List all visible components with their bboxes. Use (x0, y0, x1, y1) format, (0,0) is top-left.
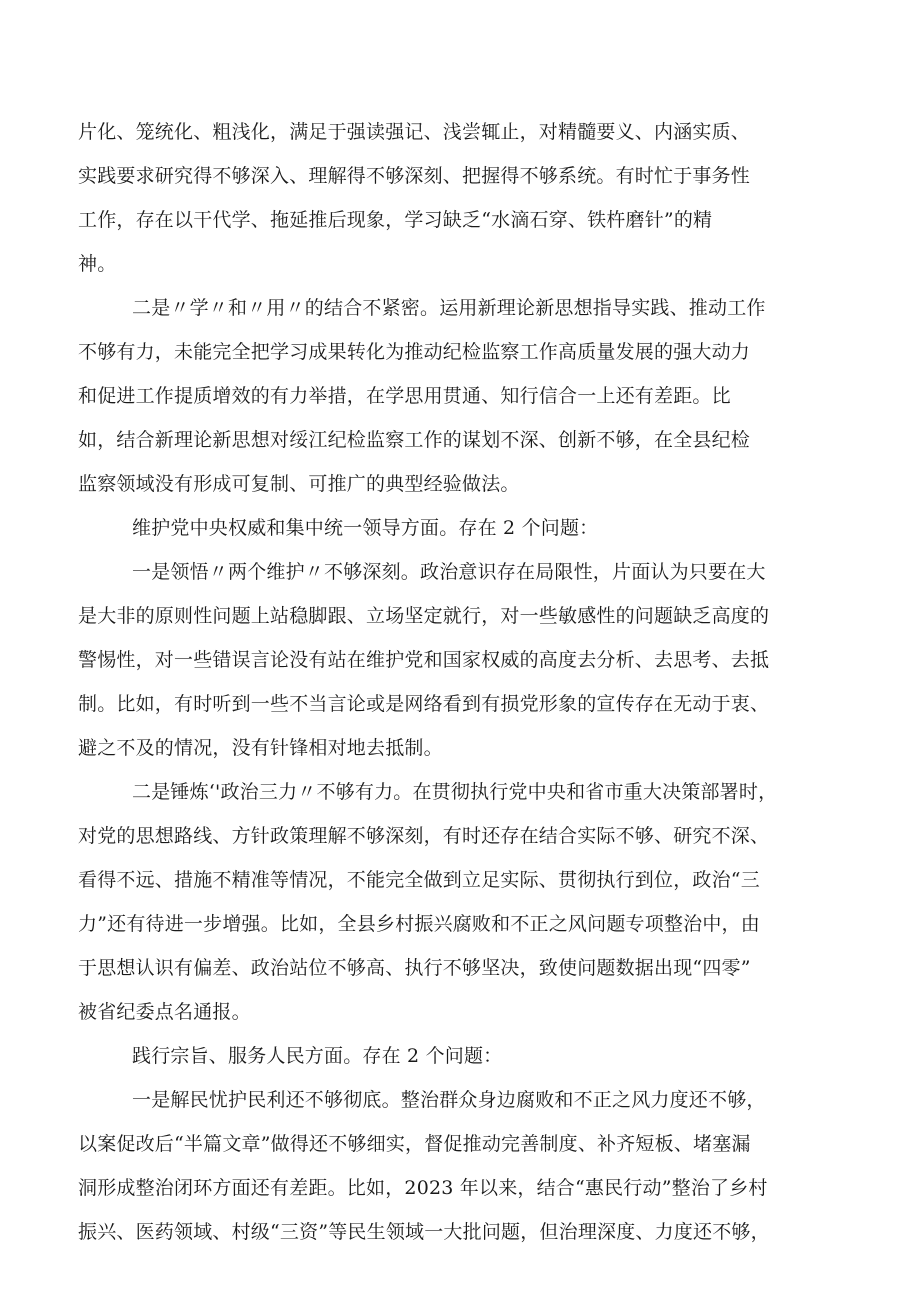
text-line: 一是领悟〃两个维护〃不够深刻。政治意识存在局限性，片面认为只要在大 (132, 561, 766, 583)
text-line: 警惕性，对一些错误言论没有站在维护党和国家权威的高度去分析、去思考、去抵 (78, 649, 770, 671)
text-line: 避之不及的情况，没有针锋相对地去抵制。 (78, 737, 443, 759)
text-line: 对党的思想路线、方针政策理解不够深刻，有时还存在结合实际不够、研究不深、 (78, 825, 770, 847)
text-line: 制。比如，有时听到一些不当言论或是网络看到有损党形象的宣传存在无动于衷、 (78, 693, 770, 715)
text-line: 一是解民忧护民利还不够彻底。整治群众身边腐败和不正之风力度还不够， (132, 1089, 766, 1111)
text-line: 振兴、医药领域、村级“三资”等民生领域一大批问题，但治理深度、力度还不够， (78, 1221, 770, 1243)
text-line: 力”还有待进一步增强。比如，全县乡村振兴腐败和不正之风问题专项整治中，由 (78, 913, 760, 935)
text-line: 如，结合新理论新思想对绥江纪检监察工作的谋划不深、创新不够，在全县纪检 (78, 429, 751, 451)
text-line: 是大非的原则性问题上站稳脚跟、立场坚定就行，对一些敏感性的问题缺乏高度的 (78, 605, 770, 627)
text-line: 神。 (78, 253, 117, 275)
text-line: 洞形成整治闭环方面还有差距。比如，2023 年以来，结合“惠民行动”整治了乡村 (78, 1177, 768, 1199)
text-line: 于思想认识有偏差、政治站位不够高、执行不够坚决，致使问题数据出现“四零” (78, 957, 751, 979)
text-line: 工作，存在以干代学、拖延推后现象，学习缺乏“水滴石穿、铁杵磨针”的精 (78, 209, 713, 231)
section-heading: 维护党中央权威和集中统一领导方面。存在 2 个问题： (132, 517, 599, 539)
section-heading: 践行宗旨、服务人民方面。存在 2 个问题： (132, 1045, 503, 1067)
text-line: 片化、笼统化、粗浅化，满足于强读强记、浅尝辄止，对精髓要义、内涵实质、 (78, 121, 751, 143)
text-line: 监察领域没有形成可复制、可推广的典型经验做法。 (78, 473, 520, 495)
text-line: 被省纪委点名通报。 (78, 1001, 251, 1023)
text-line: 不够有力，未能完全把学习成果转化为推动纪检监察工作高质量发展的强大动力 (78, 341, 751, 363)
text-line: 以案促改后“半篇文章”做得还不够细实，督促推动完善制度、补齐短板、堵塞漏 (78, 1133, 751, 1155)
text-line: 二是〃学〃和〃用〃的结合不紧密。运用新理论新思想指导实践、推动工作 (132, 297, 766, 319)
text-line: 和促进工作提质增效的有力举措，在学思用贯通、知行信合一上还有差距。比 (78, 385, 731, 407)
text-line: 实践要求研究得不够深入、理解得不够深刻、把握得不够系统。有时忙于事务性 (78, 165, 751, 187)
text-line: 看得不远、措施不精准等情况，不能完全做到立足实际、贯彻执行到位，政治“三 (78, 869, 760, 891)
text-line: 二是锤炼‘'政治三力〃不够有力。在贯彻执行党中央和省市重大决策部署时， (132, 781, 778, 803)
